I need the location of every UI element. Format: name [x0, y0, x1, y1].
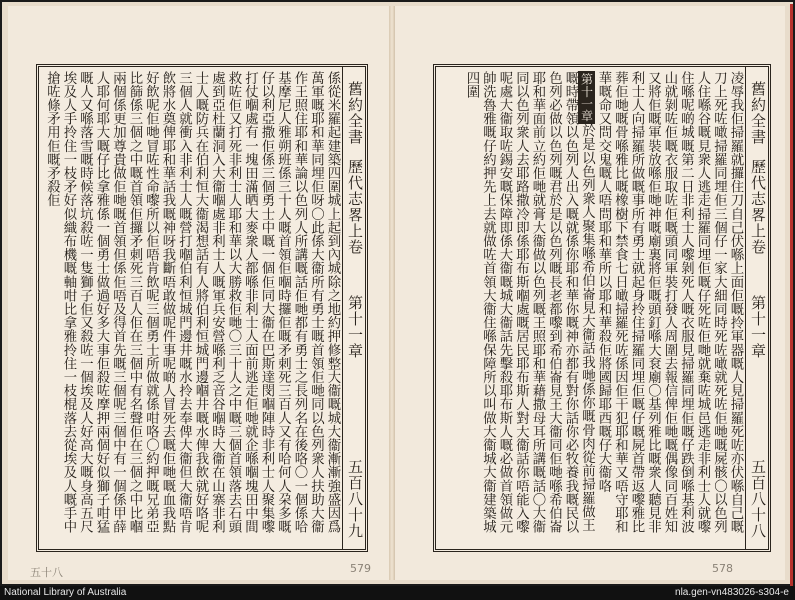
right-text-frame — [433, 64, 771, 552]
footer-identifier: nla.gen-vn483026-s304-e — [675, 587, 789, 598]
right-paragraph — [463, 71, 744, 545]
right-page-number: 五百八十八 — [749, 459, 767, 539]
left-chapter-number: 第十一章 — [346, 295, 364, 359]
chapter-section-tag: 第十一章 — [579, 73, 594, 122]
right-header-title: 舊約全書 — [749, 81, 767, 145]
left-paragraph: 係從米羅起建築四圍城上起到內城除之地約押修整大衞嘅城大衞漸漸強盛因爲萬軍嘅耶和華同埋佢呀〇此係大衞所有勇士嘅首領佢哋同以色列衆人扶助大衞作王照住耶和華論以色列人所講嘅話佢哋都有勇士之長列名在後咯〇一個係哈基摩尼人雅朔班係三十人嘅首領佢嗰時攞佢嘅矛刺死三百人又有哈何人朶多嘅仔以利亞撒佢係三個勇士中嘅一個佢同大衞在巴斯達閔嗰陣時非利士人聚集嚟打仗嗰處有一塊田滿晒大麥衆人都喺非利士人面前逃走佢哋就企喺嗰塊田中間救咗佢又打死非利士人耶和華以大勝救佢哋〇三十人之中嘅三個首領落去石頭處到亞杜蘭洞入大衞嗰處非利士人嘅軍兵安營喺利乏音谷嗰時大衞在山寨非利士人嘅防兵在伯利恒大衞渴想話有人將伯利恒城門邊嗰井嘅水俾我飲就好咯呢三個人就衝入非利士人嘅營打嗰伯利恒城門邊井嘅水拎去奉俾大衞但大衞唔肯飲將水奠俾耶和華話我嘅神呀我斷唔敢做呢件事呢啲人冒死去嘅佢哋嘅血我點好飲呢佢哋冒咗性命嚟所以佢唔肯飲呢三個勇士所做就係咁咯〇約押嘅兄弟亞比篩係三個之中嘅首領佢攞矛刺死三百人佢在三個中有名聲佢在三個之中比嗰兩個係更加尊貴做佢哋嘅首領但係佢唔及得首先嘅三個呢三個中有一個係甲薛人耶何耶大嘅仔比拿雅係一個勇士做過好多大事佢殺咗摩押兩個好似獅子咁猛嘅人又喺落雪嘅時候落坑殺咗一隻獅子佢又殺咗一個埃及人好高大嘅身高五尺埃及人手拎住一枝矛好似織布機嘅軸咁比拿雅拎住一枝棍落去從埃及人嘅手中搶咗條矛用佢嘅矛殺佢 — [44, 71, 340, 534]
left-text-frame — [36, 64, 368, 552]
left-header-chapter: 歷代志畧上卷 — [346, 159, 364, 255]
left-margin-column — [344, 67, 366, 549]
left-header-title: 舊約全書 — [346, 81, 364, 145]
library-footer — [0, 586, 795, 600]
left-body-text — [39, 67, 342, 549]
pencil-folio-right: 578 — [712, 562, 733, 575]
right-text-after-section: 於是以色列衆人聚集喺希伯崙見大衞話我哋係你嘅骨肉從前掃羅做王嘅時帶領以色列人出入嘅就係你耶和華你嘅神亦都有對你話你必牧養我嘅民以色列必做以色列嘅君於是以色列嘅長老都嚟到希伯崙見王大衞同佢哋喺希伯崙耶和華面前立約佢哋就膏大衞做以色列嘅王照耶和華藉撒母耳所講嘅話〇大衞同以色列衆人去耶路撒冷即係耶布斯嗰處嘅居民耶布斯人對大衞話你唔能入嚟呢處大衞取咗錫安嘅保障即係大衞嘅城大衞話先擊殺耶布斯人嘅必做首領做元帥洗魯雅嘅仔約押先上去就做咗首領大衞住喺保障所以叫做大衞城大衞建築城四圍 — [464, 71, 595, 534]
right-body-text — [436, 67, 745, 549]
cover-edge — [790, 4, 793, 586]
pencil-folio-left: 579 — [350, 562, 371, 575]
left-column-divider — [342, 67, 343, 549]
right-margin-column — [747, 67, 769, 549]
right-column-divider — [745, 67, 746, 549]
right-chapter-number: 第十一章 — [749, 295, 767, 359]
right-page — [394, 6, 785, 580]
book-spread — [2, 2, 793, 584]
right-header-chapter: 歷代志畧上卷 — [749, 159, 767, 255]
footer-institution: National Library of Australia — [4, 587, 127, 598]
left-page-number: 五百八十九 — [346, 459, 364, 539]
left-page — [8, 6, 391, 580]
right-text-before-section: 凌辱我佢掃羅就攞住刀自己伏喺上面佢嘅拎軍器嘅人見掃羅死咗亦伏喺自己嘅刀上死咗噉掃羅同埋佢三個仔一家大細同時死咗噉就死咗佢哋嘅屍骸〇以色列人住喺谷嘅見衆人逃走掃羅同埋佢嘅仔死咗佢哋就棄咗城邑逃走非利士人就嚟住喺呢啲城嘅第二日非利士人嚟剝死人嘅衣服見掃羅同埋佢嘅仔跌倒喺基利波山就剝咗佢嘅衣服取咗佢嘅頭同軍裝打發人周圍去報信俾佢哋嘅偶像同百姓知又將佢嘅軍裝放喺佢哋神嘅廟裏將佢嘅頭釘喺大袞廟〇基列雅比嘅衆人聽見非利士人向掃羅所做嘅事所有勇士就起身拎住掃羅同埋佢嘅仔嘅屍首帶返嚟雅比葬佢哋嘅骨喺雅比嘅橡樹下禁食七日噉掃羅死咗係因佢干犯耶和華又唔守耶和華嘅命又問交鬼嘅人唔問耶和華所以耶和華殺佢將國歸耶西嘅仔大衞咯 — [596, 71, 743, 534]
pencil-note-left: 五十八 — [30, 566, 63, 579]
